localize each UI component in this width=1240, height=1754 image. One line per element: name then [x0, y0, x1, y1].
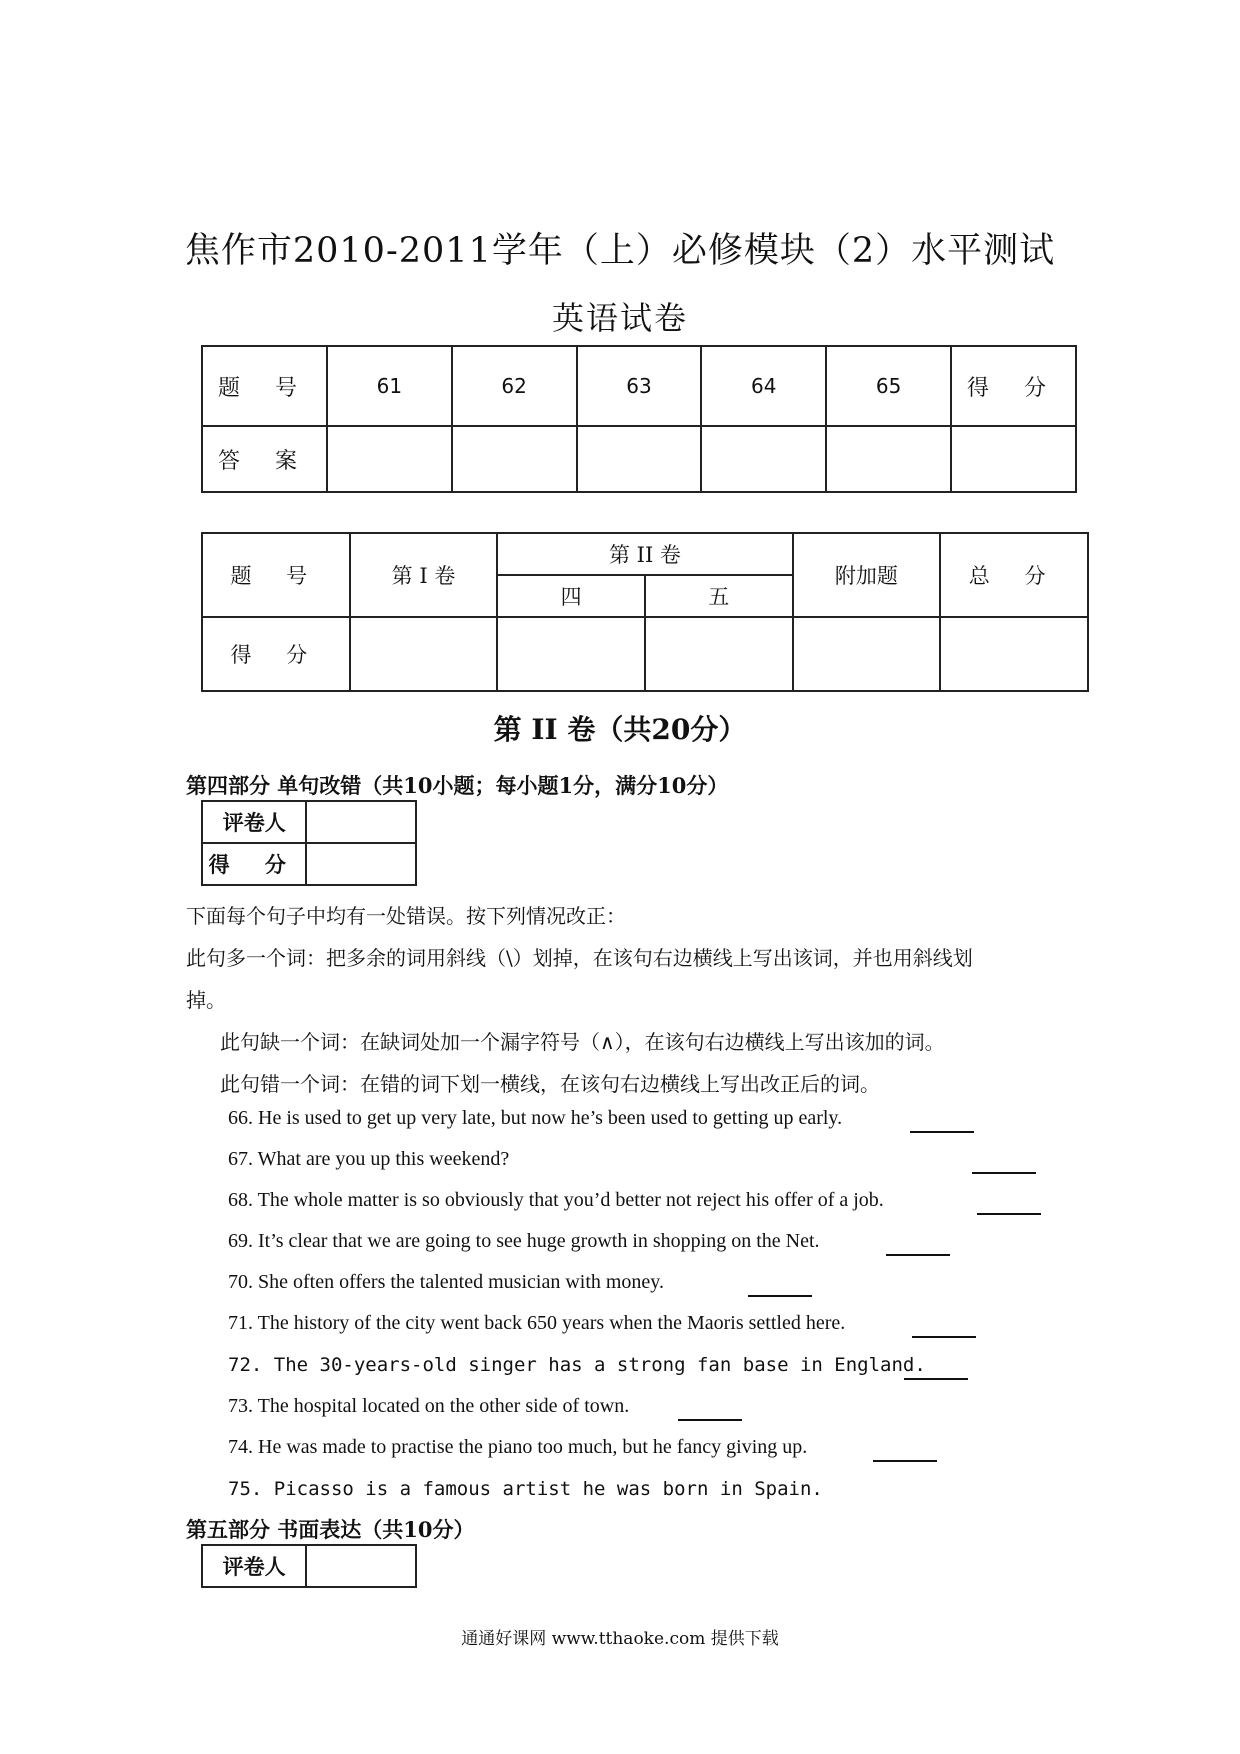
answer-table-col-65: 65 — [826, 346, 951, 426]
answer-blank-74[interactable] — [873, 1459, 937, 1462]
instruction-line: 掉。 — [186, 988, 226, 1012]
answer-table-col-64: 64 — [701, 346, 826, 426]
score-table-extra: 附加题 — [793, 533, 941, 617]
answer-blank-66[interactable] — [910, 1130, 974, 1133]
score-table-part4: 四 — [497, 575, 645, 617]
score-table-score-header: 得 分 — [202, 617, 350, 691]
instruction-line: 此句错一个词：在错的词下划一横线，在该句右边横线上写出改正后的词。 — [220, 1072, 880, 1096]
score-table-total: 总 分 — [940, 533, 1088, 617]
answer-blank-69[interactable] — [886, 1253, 950, 1256]
question-74: 74. He was made to practise the piano too much, but he fancy giving up. — [228, 1436, 808, 1458]
instruction-line: 此句多一个词：把多余的词用斜线（\）划掉，在该句右边横线上写出该词，并也用斜线划 — [186, 946, 973, 970]
question-70: 70. She often offers the talented musician with money. — [228, 1271, 665, 1293]
answer-cell[interactable] — [826, 426, 951, 492]
answer-blank-68[interactable] — [977, 1212, 1041, 1215]
question-75: 75. Picasso is a famous artist he was born in Spain. — [228, 1478, 823, 1500]
page-title: 焦作市2010-2011学年（上）必修模块（2）水平测试 — [184, 231, 1056, 271]
answer-blank-70[interactable] — [748, 1294, 812, 1297]
answer-cell[interactable] — [701, 426, 826, 492]
score-label: 得 分 — [202, 843, 306, 885]
question-73: 73. The hospital located on the other side of town. — [228, 1395, 630, 1417]
grader-cell[interactable] — [306, 1545, 416, 1587]
score-cell[interactable] — [306, 843, 416, 885]
question-67: 67. What are you up this weekend? — [228, 1148, 510, 1170]
score-table-part5: 五 — [645, 575, 793, 617]
answer-blank-71[interactable] — [912, 1335, 976, 1338]
grader-cell[interactable] — [306, 801, 416, 843]
answer-cell[interactable] — [577, 426, 702, 492]
answer-blank-72[interactable] — [904, 1377, 968, 1380]
instruction-line: 下面每个句子中均有一处错误。按下列情况改正： — [186, 904, 626, 928]
part5-title: 第五部分 书面表达（共10分） — [186, 1517, 475, 1542]
score-cell[interactable] — [793, 617, 941, 691]
answer-table-col-63: 63 — [577, 346, 702, 426]
score-table-vol1: 第 I 卷 — [350, 533, 498, 617]
score-cell[interactable] — [497, 617, 645, 691]
part4-title: 第四部分 单句改错（共10小题；每小题1分，满分10分） — [186, 773, 729, 798]
footer-text: 通通好课网 www.tthaoke.com 提供下载 — [461, 1629, 779, 1649]
score-table-row-header: 题 号 — [202, 533, 350, 617]
question-72: 72. The 30-years-old singer has a strong fan base in England. — [228, 1354, 926, 1376]
answer-blank-73[interactable] — [678, 1418, 742, 1421]
score-table — [201, 532, 1089, 692]
answer-blank-67[interactable] — [972, 1171, 1036, 1174]
part5-grader-table — [201, 1544, 417, 1588]
answer-table-col-62: 62 — [452, 346, 577, 426]
answer-score-cell[interactable] — [951, 426, 1076, 492]
part4-grader-table — [201, 800, 417, 886]
score-table-vol2: 第 II 卷 — [497, 533, 792, 575]
section-title: 第 II 卷（共20分） — [493, 713, 747, 746]
answer-cell[interactable] — [452, 426, 577, 492]
answer-table-col-score: 得 分 — [951, 346, 1076, 426]
question-69: 69. It’s clear that we are going to see huge growth in shopping on the Net. — [228, 1230, 820, 1252]
score-cell[interactable] — [940, 617, 1088, 691]
instruction-line: 此句缺一个词：在缺词处加一个漏字符号（∧），在该句右边横线上写出该加的词。 — [220, 1030, 945, 1054]
score-cell[interactable] — [350, 617, 498, 691]
grader-label: 评卷人 — [202, 1545, 306, 1587]
question-68: 68. The whole matter is so obviously that you’d better not reject his offer of a job. — [228, 1189, 884, 1211]
answer-cell[interactable] — [327, 426, 452, 492]
grader-label: 评卷人 — [202, 801, 306, 843]
page-subtitle: 英语试卷 — [551, 299, 688, 337]
answer-table — [201, 345, 1077, 493]
answer-table-row-header: 题 号 — [202, 346, 327, 426]
question-71: 71. The history of the city went back 650 years when the Maoris settled here. — [228, 1312, 846, 1334]
question-66: 66. He is used to get up very late, but now he’s been used to getting up early. — [228, 1107, 843, 1129]
answer-table-col-61: 61 — [327, 346, 452, 426]
score-cell[interactable] — [645, 617, 793, 691]
answer-table-answer-header: 答 案 — [202, 426, 327, 492]
